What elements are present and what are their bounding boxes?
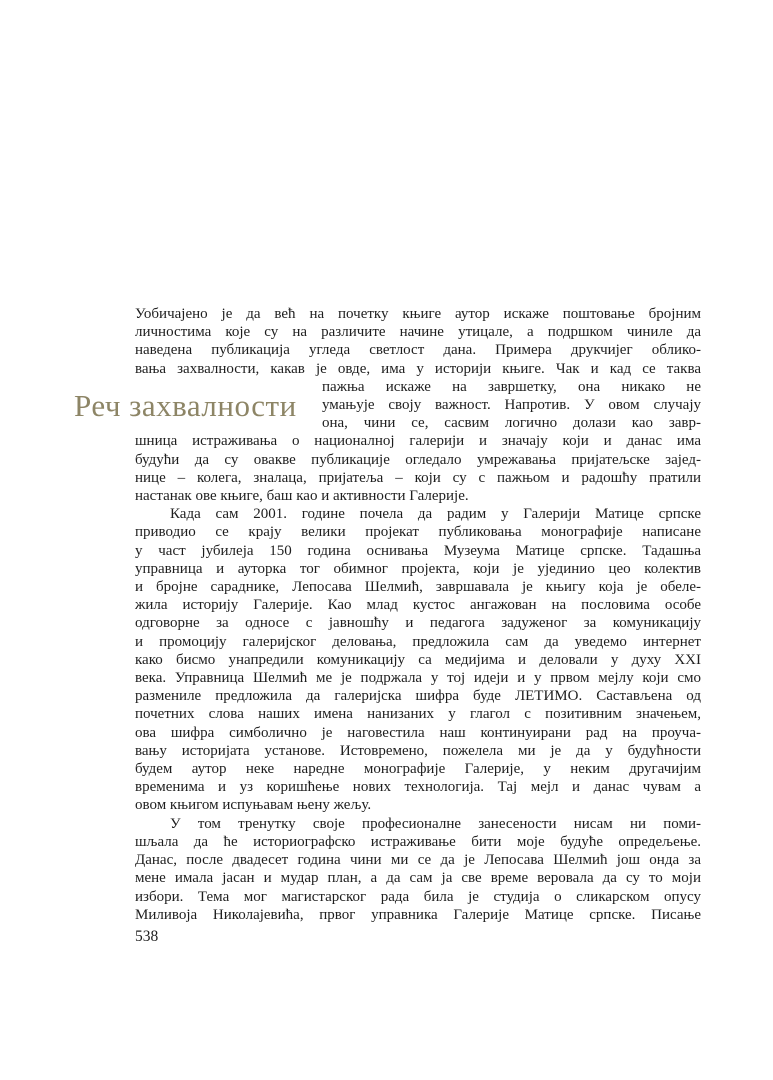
text-line: Миливоја Николајевића, првог управника Галерије Матице српске. Писање	[135, 906, 701, 923]
text-line: жила историју Галерије. Као млад кустос ангажован на пословима особе	[135, 597, 701, 614]
text-line: Данас, после двадесет година чини ми се да је Лепосава Шелмић још онда за	[135, 852, 701, 869]
text-line: и бројне сараднике, Лепосава Шелмић, завршавала је књигу која је обеле-	[135, 579, 701, 596]
page-number: 538	[135, 928, 159, 945]
text-line: наведена публикација угледа светлост дана. Примера друкчијег облико-	[135, 342, 701, 359]
text-line: личностима које су на различите начине утицале, а подршком чиниле да	[135, 324, 701, 341]
text-line: будем аутор неке наредне монографије Галерије, у неким другачијим	[135, 761, 701, 778]
text-line: настанак ове књиге, баш као и активности Галерије.	[135, 488, 469, 505]
text-line: будући да су овакве публикације огледало умрежавања пријатељске зајед-	[135, 451, 701, 468]
text-line: управница и ауторка тог обимног пројекта, који је ујединио цео колектив	[135, 560, 701, 577]
text-line: вања захвалности, какав је овде, има у историји књиге. Чак и кад се таква	[135, 360, 701, 377]
text-line: почетних слова наших имена нанизаних у глагол с позитивним значењем,	[135, 706, 701, 723]
text-line: избори. Тема мог магистарског рада била је студија о сликарском опусу	[135, 888, 701, 905]
text-column	[135, 305, 701, 924]
text-line: приводио се крају велики пројекат публиковања монографије написане	[135, 524, 701, 541]
text-line: нице – колега, зналаца, пријатеља – који су с пажњом и радошћу пратили	[135, 469, 701, 486]
text-line: размениле предложила да галеријска шифра буде ЛЕТИМО. Састављена од	[135, 688, 701, 705]
text-line: одговорне за односе с јавношћу и педагога задуженог за комуникацију	[135, 615, 701, 632]
text-line: Када сам 2001. године почела да радим у Галерији Матице српске	[170, 506, 701, 523]
text-line: и промоцију галеријског деловања, предложила сам да уведемо интернет	[135, 633, 701, 650]
text-line: ова шифра симболично је наговестила наш континуирани рад на проуча-	[135, 724, 701, 741]
text-line: шница истраживања о националној галерији и значају који и данас има	[135, 433, 701, 450]
text-line: овом књигом испуњавам њену жељу.	[135, 797, 372, 814]
text-line: вању историјата установе. Истовремено, пожелела ми је да у будућности	[135, 742, 701, 759]
text-line: Уобичајено је да већ на почетку књиге аутор искаже поштовање бројним	[135, 306, 701, 322]
paragraph-2	[135, 505, 701, 814]
text-line: века. Управница Шелмић ме је подржала у тој идеји и у првом мејлу који смо	[135, 670, 701, 687]
text-line: она, чини се, сасвим логично долази као завр-	[322, 415, 701, 432]
text-line: У том тренутку своје професионалне занесености нисам ни поми-	[170, 815, 701, 832]
text-line: шљала да ће историографско истраживање бити моје будуће опредељење.	[135, 833, 701, 850]
text-line: умањује своју важност. Напротив. У овом случају	[322, 397, 701, 414]
paragraph-1	[135, 305, 701, 505]
text-line: мене имала јасан и мудар план, а да сам ја све време веровала да су то моји	[135, 870, 701, 887]
chapter-heading: Реч захвалности	[74, 388, 297, 423]
text-line: како бисмо унапредили комуникацију са медијима и деловали у духу XXI	[135, 651, 701, 668]
text-line: временима и уз коришћење нових технологија. Тај мејл и данас чувам а	[135, 779, 701, 796]
paragraph-3	[135, 815, 701, 924]
text-line: у част јубилеја 150 година оснивања Музеума Матице српске. Тадашња	[135, 542, 701, 559]
text-line: пажња искаже на завршетку, она никако не	[322, 378, 701, 395]
